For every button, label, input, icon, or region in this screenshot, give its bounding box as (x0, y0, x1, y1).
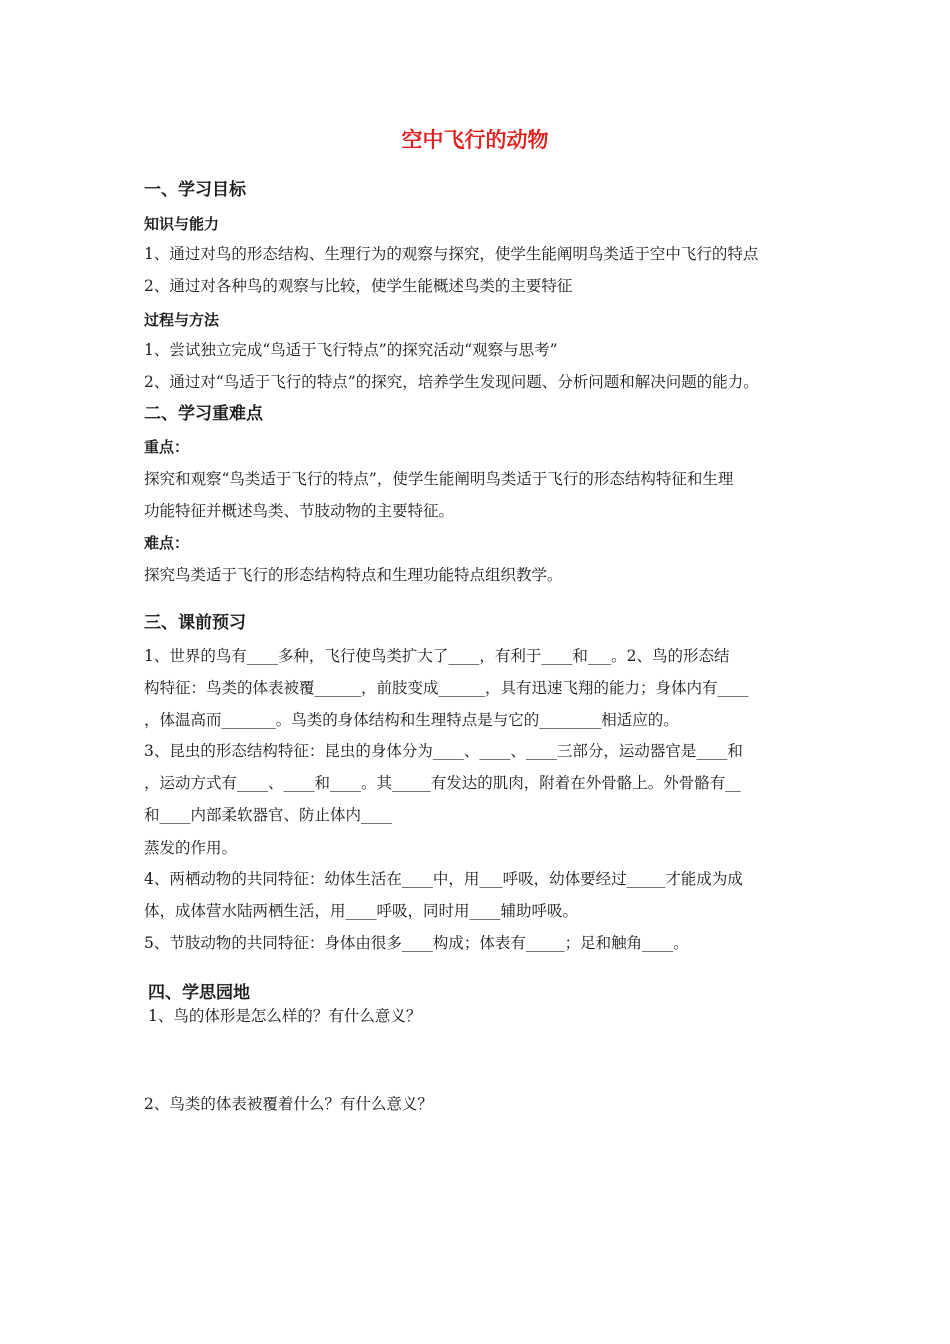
subheading-process: 过程与方法 (144, 311, 220, 329)
focus-text-1: 探究和观察“鸟类适于飞行的特点”，使学生能阐明鸟类适于飞行的形态结构特征和生理 (144, 470, 734, 488)
section-heading-preview: 三、课前预习 (144, 613, 246, 633)
subheading-focus: 重点： (144, 438, 190, 456)
difficulty-text-1: 探究鸟类适于飞行的形态结构特点和生理功能特点组织教学。 (144, 566, 563, 584)
preview-line: 3、昆虫的形态结构特征：昆虫的身体分为____、____、____三部分，运动器官是____和 (144, 742, 743, 760)
preview-line: 和____内部柔软器官、防止体内____ (144, 806, 393, 824)
preview-line: ，运动方式有____、____和____。其_____有发达的肌肉，附着在外骨骼上。外骨骼有__ (144, 774, 741, 792)
section-heading-reflection: 四、学思园地 (148, 983, 250, 1003)
section-heading-key-points: 二、学习重难点 (144, 404, 263, 424)
reflection-question-1: 1、鸟的体形是怎么样的？有什么意义？ (148, 1007, 422, 1025)
focus-text-2: 功能特征并概述鸟类、节肢动物的主要特征。 (144, 502, 455, 520)
page-title: 空中飞行的动物 (401, 128, 549, 152)
subheading-difficulty: 难点： (144, 534, 190, 552)
section-heading-goals: 一、学习目标 (144, 180, 246, 200)
preview-line: 体，成体营水陆两栖生活，用____呼吸，同时用____辅助呼吸。 (144, 902, 579, 920)
preview-line: 5、节肢动物的共同特征：身体由很多____构成；体表有_____；足和触角____。 (144, 934, 689, 952)
process-item-1: 1、尝试独立完成“鸟适于飞行特点”的探究活动“观察与思考” (144, 341, 558, 359)
preview-line: ，体温高而_______。鸟类的身体结构和生理特点是与它的________相适应的。 (144, 711, 679, 729)
knowledge-item-1: 1、通过对鸟的形态结构、生理行为的观察与探究，使学生能阐明鸟类适于空中飞行的特点 (144, 245, 759, 263)
process-item-2: 2、通过对“鸟适于飞行的特点”的探究，培养学生发现问题、分析问题和解决问题的能力。 (144, 373, 759, 391)
preview-line: 构特征：鸟类的体表被覆______，前肢变成______，具有迅速飞翔的能力；身体内有____ (144, 679, 749, 697)
knowledge-item-2: 2、通过对各种鸟的观察与比较，使学生能概述鸟类的主要特征 (144, 277, 573, 295)
preview-line: 4、两栖动物的共同特征：幼体生活在____中，用___呼吸，幼体要经过_____才能成为成 (144, 870, 743, 888)
subheading-knowledge: 知识与能力 (144, 215, 220, 233)
reflection-question-2: 2、鸟类的体表被覆着什么？有什么意义？ (144, 1095, 433, 1113)
preview-line: 蒸发的作用。 (144, 839, 238, 857)
preview-line: 1、世界的鸟有____多种，飞行使鸟类扩大了____，有利于____和___。2、鸟的形态结 (144, 647, 730, 665)
